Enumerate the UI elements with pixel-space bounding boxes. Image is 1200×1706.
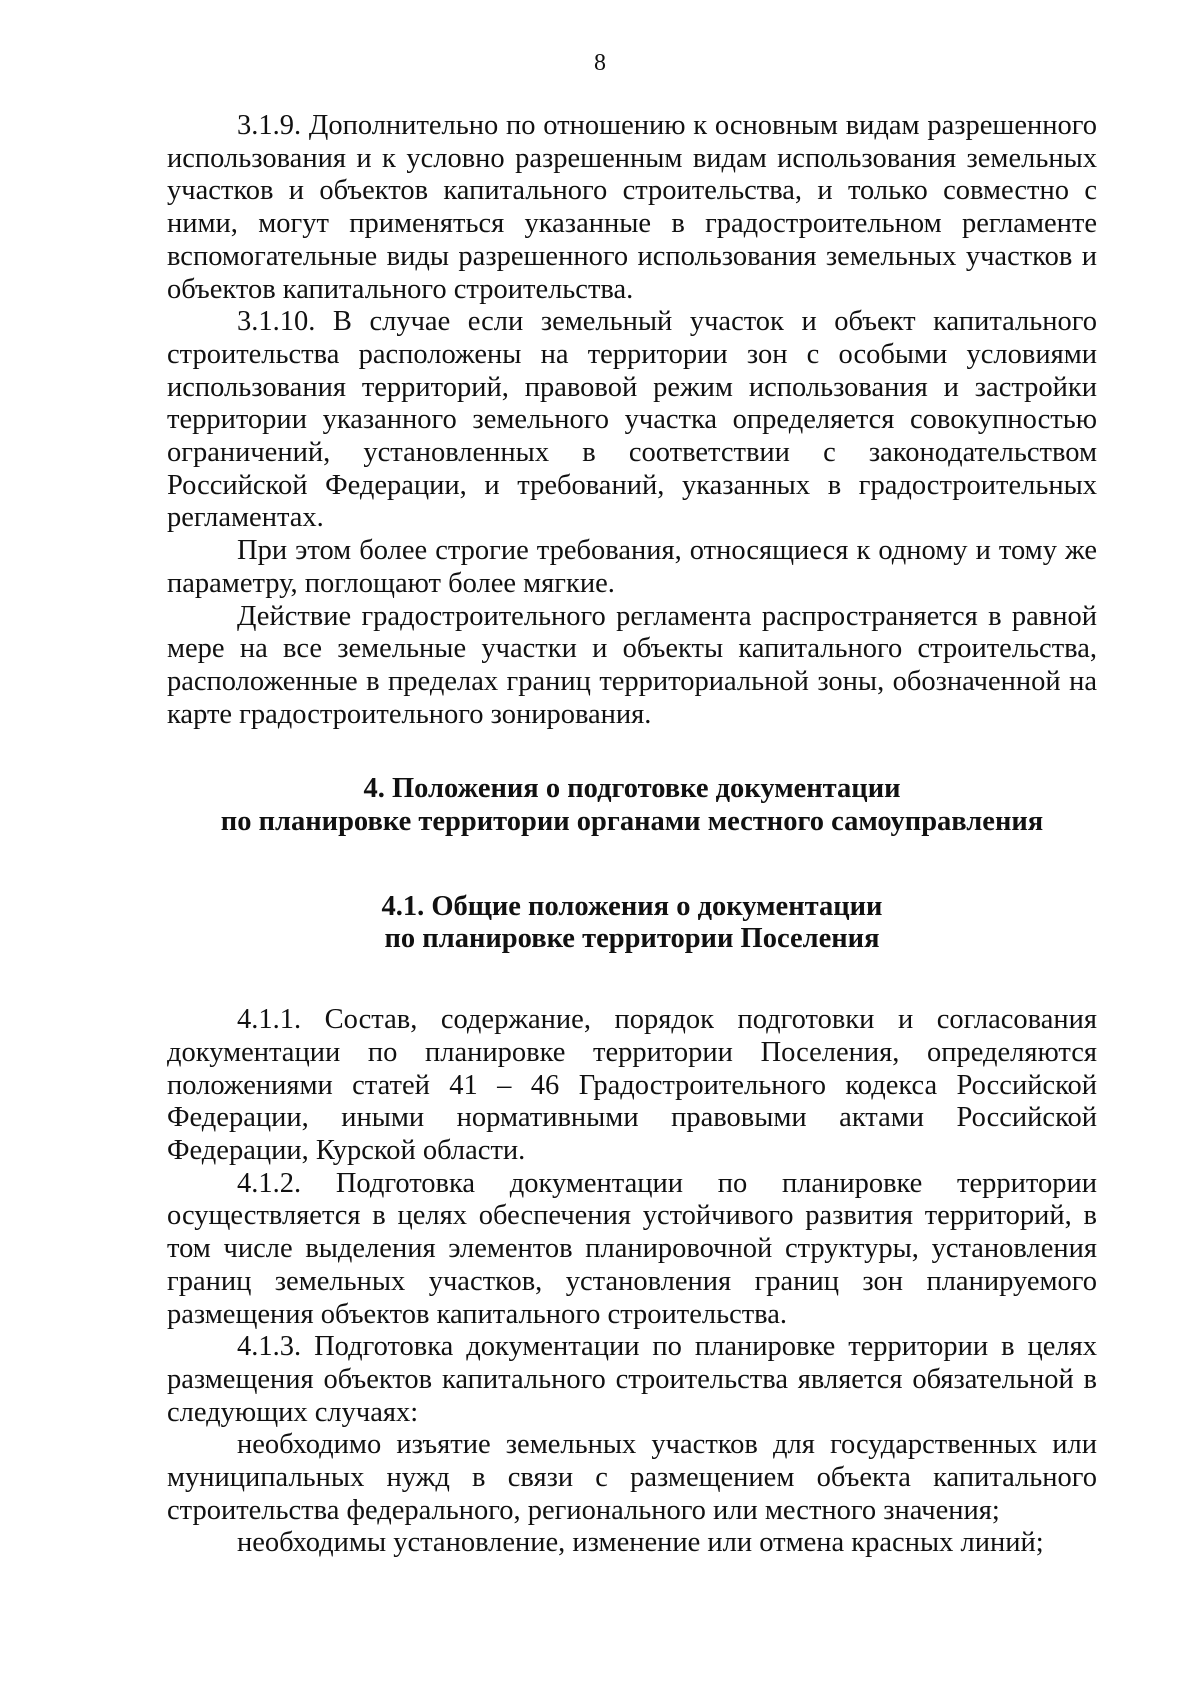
- paragraph-regulation-scope: Действие градостроительного регламента распространяется в равной мере на все земельные участки и объекты капитального строительства, расположенные в пределах границ территориальной зоны, обозначенной на карте градостроительного зонирования.: [167, 600, 1097, 730]
- section-heading-line-1: 4. Положения о подготовке документации: [363, 773, 901, 805]
- page-number: 8: [594, 50, 606, 76]
- section-heading: [167, 773, 1097, 838]
- subsection-heading: [167, 891, 1097, 956]
- document-body: [167, 110, 1097, 1560]
- paragraph-4-1-3: 4.1.3. Подготовка документации по планировке территории в целях размещения объектов капитального строительства является обязательной в следующих случаях:: [167, 1331, 1097, 1428]
- subsection-heading-line-1: 4.1. Общие положения о документации: [381, 890, 883, 922]
- subsection-heading-line-2: по планировке территории Поселения: [384, 923, 880, 955]
- paragraph-red-lines-case: необходимы установление, изменение или отмена красных линий;: [237, 1527, 1044, 1559]
- paragraph-strict-requirements: При этом более строгие требования, относящиеся к одному и тому же параметру, поглощают более мягкие.: [167, 535, 1097, 599]
- paragraph-4-1-1: 4.1.1. Состав, содержание, порядок подготовки и согласования документации по планировке территории Поселения, определяются положениями статей 41 – 46 Градостроительного кодекса Российской Федерации, иными нормативными правовыми актами Российской Федерации, Курской области.: [167, 1004, 1097, 1166]
- paragraph-4-1-2: 4.1.2. Подготовка документации по планировке территории осуществляется в целях обеспечения устойчивого развития территорий, в том числе выделения элементов планировочной структуры, установления границ земельных участков, установления границ зон планируемого размещения объектов капитального строительства.: [167, 1167, 1097, 1330]
- section-heading-line-2: по планировке территории органами местного самоуправления: [220, 806, 1044, 838]
- paragraph-3-1-10: 3.1.10. В случае если земельный участок и объект капитального строительства расположены на территории зон с особыми условиями использования территорий, правовой режим использования и застройки территории указанного земельного участка определяется совокупностью ограничений, установленных в соответствии с законодательством Российской Федерации, и требований, указанных в градостроительных регламентах.: [167, 306, 1097, 534]
- paragraph-3-1-9: 3.1.9. Дополнительно по отношению к основным видам разрешенного использования и к условно разрешенным видам использования земельных участков и объектов капитального строительства, и только совместно с ними, могут применяться указанные в градостроительном регламенте вспомогательные виды разрешенного использования земельных участков и объектов капитального строительства.: [167, 110, 1097, 305]
- paragraph-land-seizure-case: необходимо изъятие земельных участков для государственных или муниципальных нужд в связи с размещением объекта капитального строительства федерального, регионального или местного значения;: [167, 1429, 1097, 1526]
